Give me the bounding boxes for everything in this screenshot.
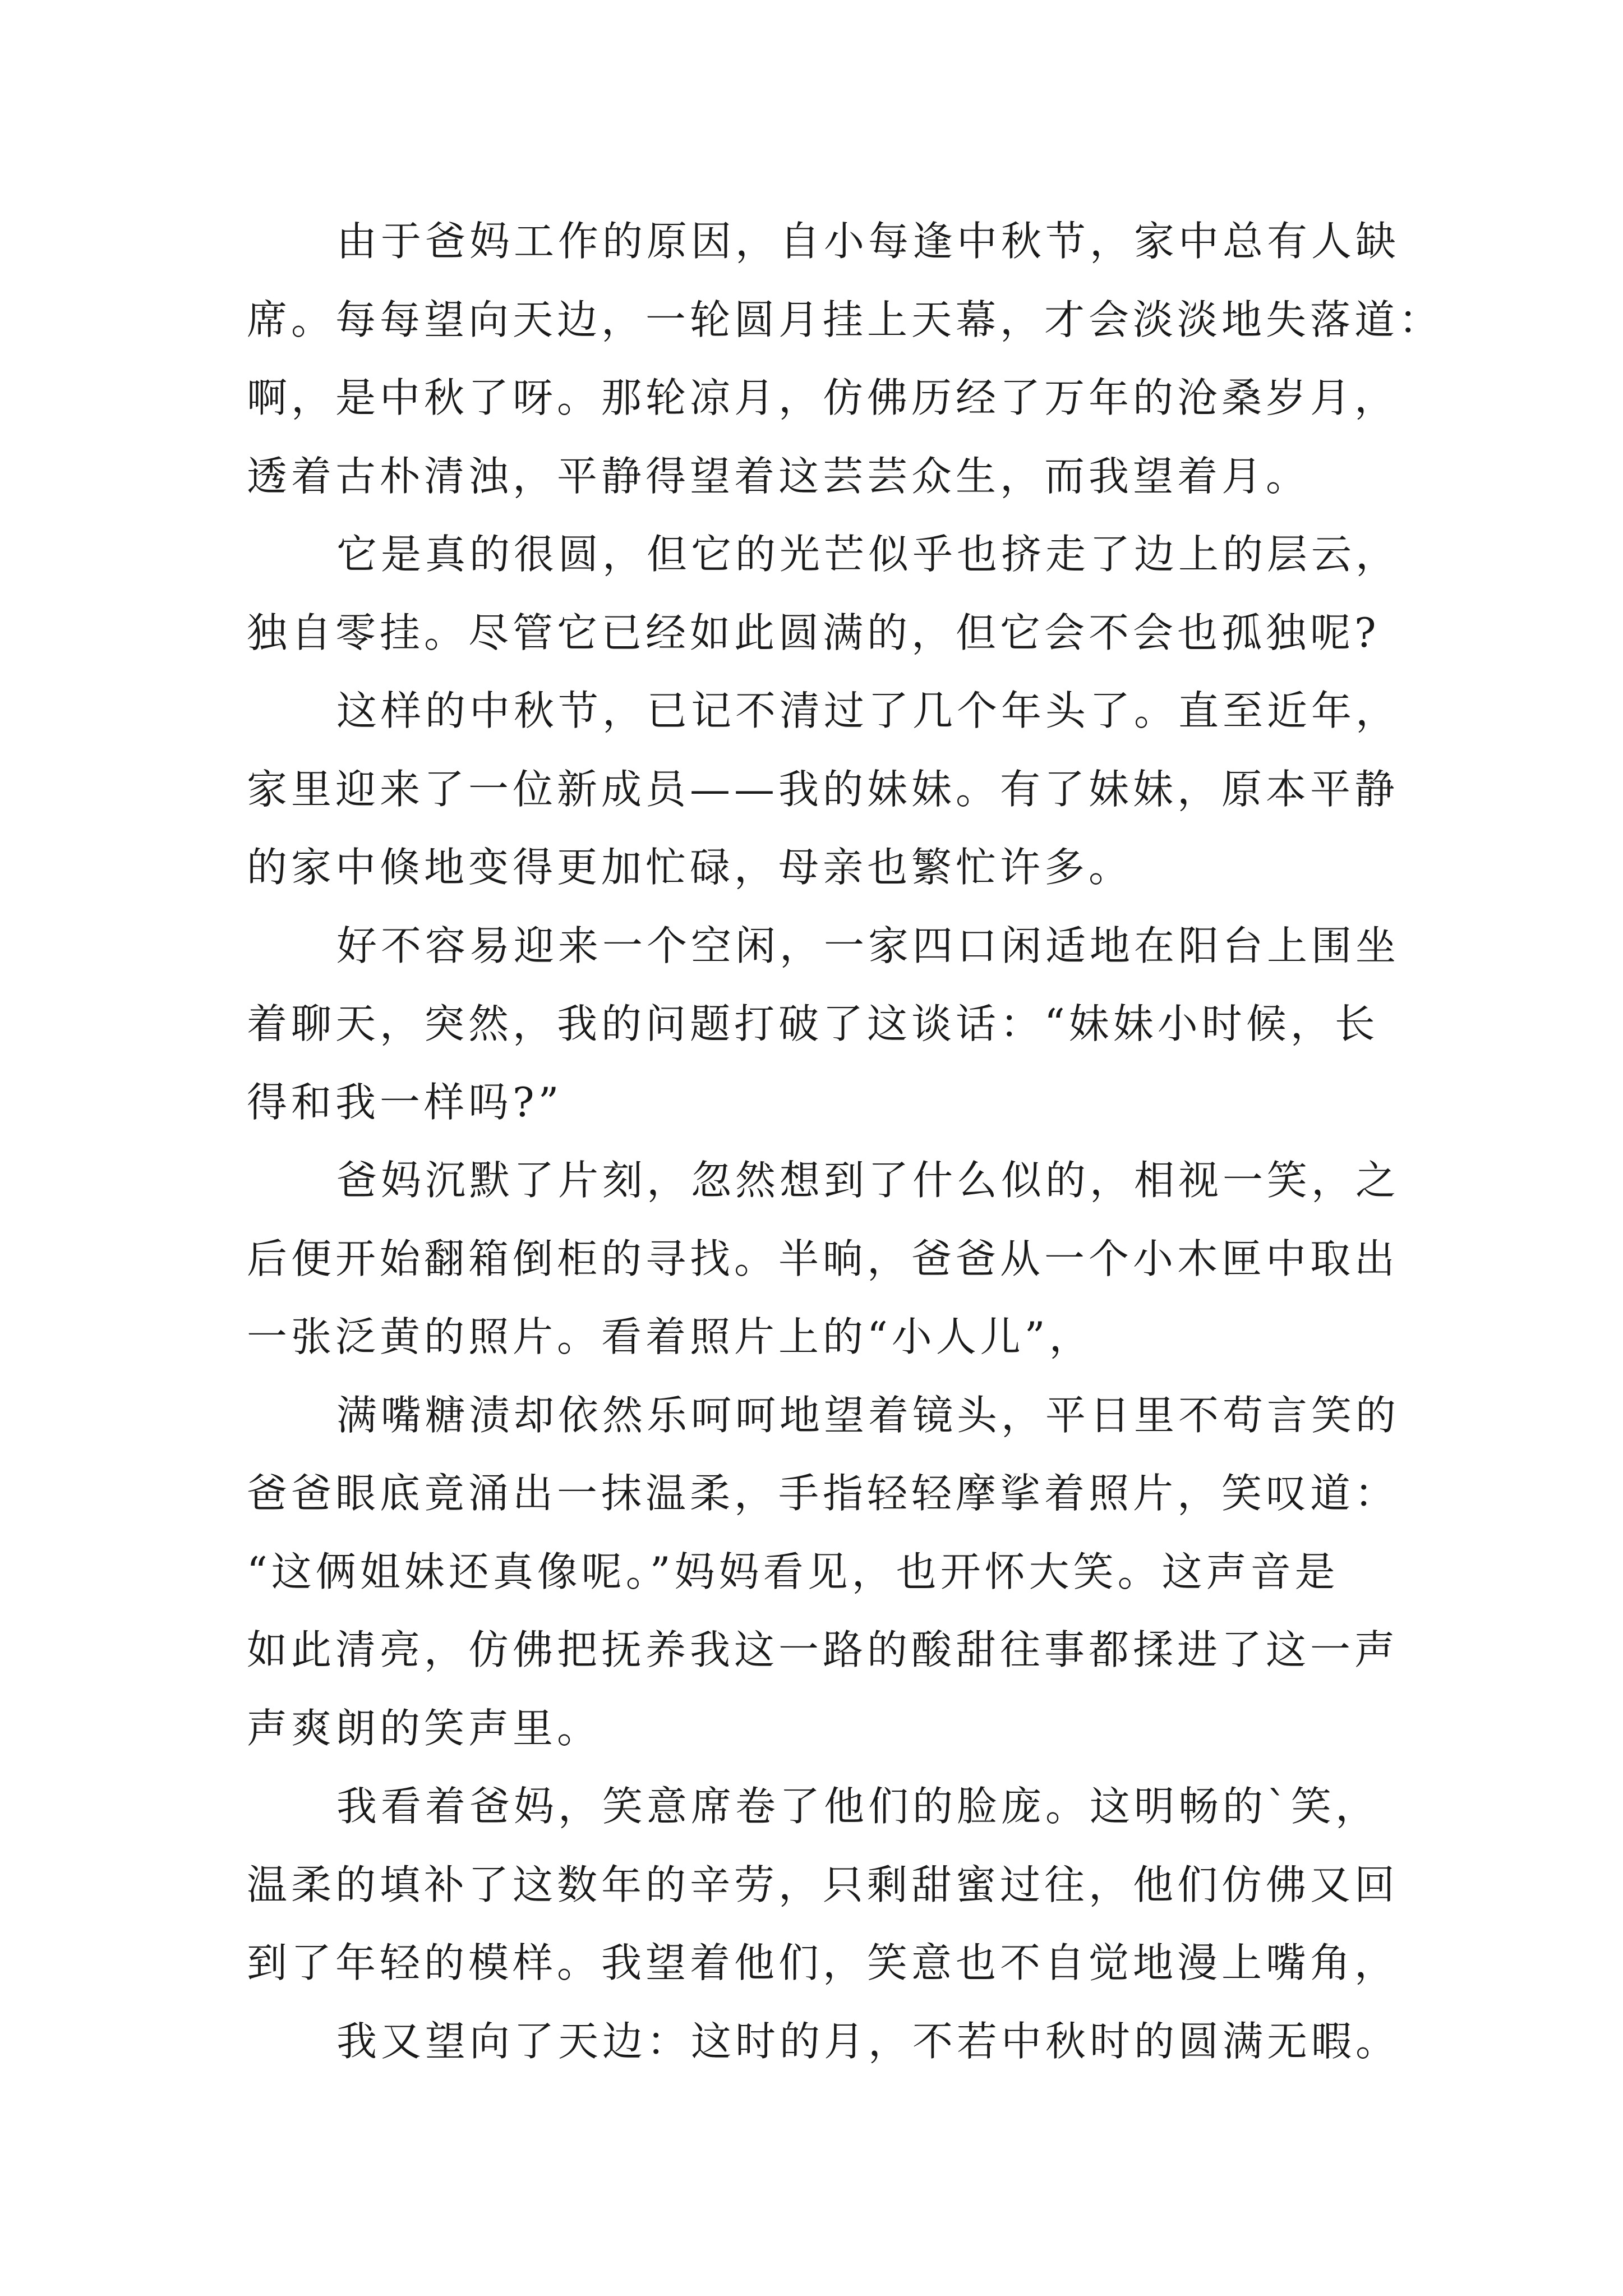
text-line: “这俩姐妹还真像呢。”妈妈看见，也开怀大笑。这声音是 xyxy=(247,1548,1339,1595)
text-line: 它是真的很圆，但它的光芒似乎也挤走了边上的层云， xyxy=(336,531,1400,578)
text-line: 满嘴糖渍却依然乐呵呵地望着镜头，平日里不苟言笑的 xyxy=(336,1392,1400,1439)
text-line: 啊，是中秋了呀。那轮凉月，仿佛历经了万年的沧桑岁月， xyxy=(247,374,1399,421)
text-line: 如此清亮，仿佛把抚养我这一路的酸甜往事都揉进了这一声 xyxy=(247,1626,1399,1673)
text-line: 家里迎来了一位新成员——我的妹妹。有了妹妹，原本平静 xyxy=(247,766,1399,813)
text-line: 这样的中秋节，已记不清过了几个年头了。直至近年， xyxy=(336,687,1400,734)
text-line: 后便开始翻箱倒柜的寻找。半晌，爸爸从一个小木匣中取出 xyxy=(247,1235,1399,1282)
text-line: 独自零挂。尽管它已经如此圆满的，但它会不会也孤独呢? xyxy=(247,609,1380,656)
text-line: 我看着爸妈，笑意席卷了他们的脸庞。这明畅的`笑， xyxy=(336,1783,1380,1830)
text-line: 爸妈沉默了片刻，忽然想到了什么似的，相视一笑，之 xyxy=(336,1157,1400,1204)
text-line: 一张泛黄的照片。看着照片上的“小人儿”， xyxy=(247,1313,1094,1360)
text-line: 到了年轻的模样。我望着他们，笑意也不自觉地漫上嘴角， xyxy=(247,1939,1399,1986)
text-line: 由于爸妈工作的原因，自小每逢中秋节，家中总有人缺 xyxy=(336,218,1400,265)
text-line: 好不容易迎来一个空闲，一家四口闲适地在阳台上围坐 xyxy=(336,922,1400,969)
text-line: 透着古朴清浊，平静得望着这芸芸众生，而我望着月。 xyxy=(247,453,1311,500)
text-line: 着聊天，突然，我的问题打破了这谈话：“妹妹小时候，长 xyxy=(247,1000,1379,1047)
text-line: 得和我一样吗?” xyxy=(247,1079,563,1126)
text-line: 席。每每望向天边，一轮圆月挂上天幕，才会淡淡地失落道： xyxy=(247,296,1444,343)
text-line: 的家中倏地变得更加忙碌，母亲也繁忙许多。 xyxy=(247,844,1133,891)
text-line: 声爽朗的笑声里。 xyxy=(247,1705,602,1752)
text-line: 温柔的填补了这数年的辛劳，只剩甜蜜过往，他们仿佛又回 xyxy=(247,1861,1399,1908)
text-line: 我又望向了天边：这时的月，不若中秋时的圆满无暇。 xyxy=(336,2018,1400,2065)
text-line: 爸爸眼底竟涌出一抹温柔，手指轻轻摩挲着照片，笑叹道： xyxy=(247,1470,1399,1517)
